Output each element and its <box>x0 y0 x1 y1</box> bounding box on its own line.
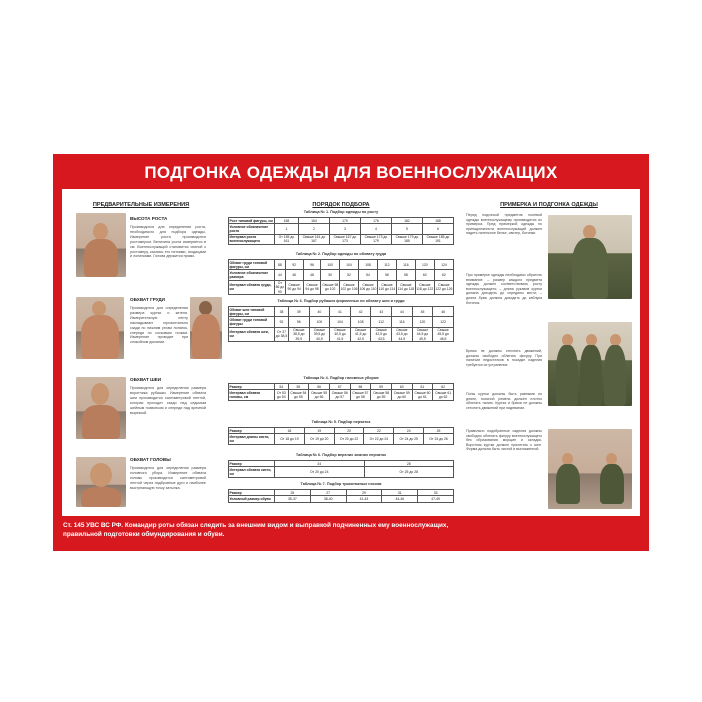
table-cell: 55 <box>288 384 309 390</box>
table-cell: 41 <box>330 307 351 317</box>
table-cell: 38-40 <box>310 496 346 502</box>
table-cell: Свыше 59 до 60 <box>391 390 412 400</box>
table-cell: Свыше 106 до 110 <box>359 280 378 294</box>
table-cell: 61 <box>412 384 433 390</box>
table-cell: 45 <box>412 307 433 317</box>
table-cell: 182 <box>391 218 422 224</box>
table-cell: 1 <box>275 224 299 234</box>
table-cell: 44 <box>275 270 286 280</box>
table-cell: 88 <box>275 260 286 270</box>
table-cell: 116 <box>396 260 415 270</box>
table-cell: От 20 до 24 <box>275 467 365 477</box>
table-cell: Свыше 167 до 173 <box>329 234 360 244</box>
head-photo <box>76 457 126 507</box>
table-cell: 20 <box>334 428 364 434</box>
height-text: Производится для определения роста, необходимого для подбора одежды. Измерение роста производится ростомером. Величина роста измеряется в см. Военнослужащий становится спиной к ростомеру, касаясь его пятками, ягодицами и лопатками. Голова держится прямо. <box>130 225 206 259</box>
table-row-label: Условное обозначение роста <box>229 224 275 234</box>
table-cell: 43 <box>371 307 392 317</box>
footer <box>63 522 643 539</box>
table-cell: Свыше 39,5 до 40,5 <box>309 327 330 341</box>
uniform-squat-photo <box>548 429 632 509</box>
table-cell: 96 <box>303 260 321 270</box>
table-cell: 176 <box>360 218 391 224</box>
table-cell: 40 <box>309 307 330 317</box>
table-cell: 3 <box>329 224 360 234</box>
table-cell: 188 <box>422 218 453 224</box>
table-cell: От 20 до 22 <box>334 434 364 444</box>
table-cell: От 22 до 24 <box>364 434 394 444</box>
table-cell: 104 <box>339 260 358 270</box>
table-cell: От 19 до 20 <box>304 434 334 444</box>
table-6-caption: Таблица № 6. Подбор верхних зимних перчаток <box>295 453 387 457</box>
table-cell: Свыше 173 до 179 <box>360 234 391 244</box>
table-cell: 19 <box>304 428 334 434</box>
table-cell: 58 <box>396 270 415 280</box>
table-cell: Свыше 45,5 до 46,5 <box>433 327 454 341</box>
middle-column-title: ПОРЯДОК ПОДБОРА <box>312 202 370 208</box>
table-row <box>229 260 454 270</box>
neck-heading: ОБХВАТ ШЕИ <box>130 377 162 382</box>
table-row-label: Обхват груди типовой фигуры, см <box>229 260 275 270</box>
table-cell: 44-46 <box>382 496 418 502</box>
table-cell: Свыше 161 до 167 <box>298 234 329 244</box>
table-cell: 120 <box>415 260 434 270</box>
table-cell: Свыше 60 до 61 <box>412 390 433 400</box>
table-row <box>229 234 454 244</box>
table-cell: 59 <box>371 384 392 390</box>
table-row-label: Интервал длины кисти, см <box>229 434 275 444</box>
chest-front-photo <box>76 297 124 359</box>
table-row-label: Интервал роста военнослужащего <box>229 234 275 244</box>
table-cell: Свыше 57 до 58 <box>350 390 371 400</box>
table-cell: Свыше 40,5 до 41,5 <box>330 327 351 341</box>
table-cell: Свыше 41,5 до 42,5 <box>350 327 371 341</box>
table-cell: 120 <box>412 317 433 327</box>
table-cell: 47-49 <box>418 496 454 502</box>
table-5 <box>228 427 454 445</box>
table-cell: 62 <box>434 270 453 280</box>
poster-title: ПОДГОНКА ОДЕЖДЫ ДЛЯ ВОЕННОСЛУЖАЩИХ <box>144 163 558 182</box>
table-cell: От 24 до 26 <box>424 434 454 444</box>
table-6 <box>228 460 454 478</box>
table-cell: 112 <box>371 317 392 327</box>
table-cell: От 24 до 25 <box>394 434 424 444</box>
table-cell: 100 <box>309 317 330 327</box>
table-3-caption: Таблица № 3. Подбор рубашек форменных по обхвату шеи и груди <box>277 299 405 303</box>
table-row <box>229 467 454 477</box>
table-cell: 57 <box>329 384 350 390</box>
table-cell: 56 <box>378 270 397 280</box>
table-row-label: Размер <box>229 461 275 467</box>
chest-back-photo <box>190 297 222 359</box>
table-cell: 6 <box>422 224 453 234</box>
fitting-text-3: Брюки не должны стеснять движений, должны свободно облегать фигуру. При наличии недостатков в посадке изделия требуется их устранение. <box>466 349 542 367</box>
table-cell: 18 <box>275 428 305 434</box>
table-cell: 35-37 <box>275 496 311 502</box>
table-cell: 60 <box>415 270 434 280</box>
table-cell: 27 <box>310 490 346 496</box>
head-heading: ОБХВАТ ГОЛОВЫ <box>130 457 171 462</box>
table-cell: 42 <box>350 307 371 317</box>
table-cell: Свыше 58 до 59 <box>371 390 392 400</box>
table-row <box>229 434 454 444</box>
table-cell: 25 <box>275 490 311 496</box>
table-5-caption: Таблица № 5. Подбор перчаток <box>311 420 371 424</box>
table-cell: Свыше 42,5 до 43,5 <box>371 327 392 341</box>
table-cell: 116 <box>392 317 413 327</box>
neck-text: Производится для определения размера воротника рубашки. Измерение обхвата шеи производится сантиметровой лентой, которая проходит сзади над седьмым шейным позвонком и спереди над яремной вырезкой. <box>130 386 206 415</box>
table-cell: 108 <box>350 317 371 327</box>
table-2 <box>228 259 454 295</box>
table-cell: 54 <box>275 384 289 390</box>
table-4 <box>228 383 454 401</box>
table-cell: Свыше 54 до 55 <box>288 390 309 400</box>
table-row <box>229 224 454 234</box>
table-cell: 54 <box>359 270 378 280</box>
table-row-label: Условный размер обуви <box>229 496 275 502</box>
table-cell: Свыше 61 до 62 <box>433 390 454 400</box>
table-2-caption: Таблица № 2. Подбор одежды по обхвату груди <box>295 252 387 256</box>
table-cell: 124 <box>434 260 453 270</box>
table-row <box>229 496 454 502</box>
table-row-label: Размер <box>229 428 275 434</box>
table-row <box>229 307 454 317</box>
table-cell: Свыше 122 до 126 <box>434 280 453 294</box>
table-cell: Свыше 110 до 114 <box>378 280 397 294</box>
height-heading: ВЫСОТА РОСТА <box>130 216 168 221</box>
table-cell: 56 <box>309 384 330 390</box>
table-cell: 50 <box>321 270 339 280</box>
table-row <box>229 270 454 280</box>
table-cell: 48 <box>303 270 321 280</box>
table-cell: 108 <box>359 260 378 270</box>
table-row-label: Интервал обхвата груди, см <box>229 280 275 294</box>
table-cell: 5 <box>391 224 422 234</box>
table-cell: 46 <box>433 307 454 317</box>
chest-text: Производится для определения размера куртки и кителя. Измерительную ленту накладывают горизонтально сзади по нижним углам лопаток, спереди по сосковым точкам. Измерение проводят при спокойном дыхании. <box>130 306 188 345</box>
table-cell: 112 <box>378 260 397 270</box>
table-cell: 92 <box>275 317 289 327</box>
table-cell: От 53 до 54 <box>275 390 289 400</box>
head-text: Производится для определения размера головного убора. Измерение обхвата головы производится сантиметровой лентой через надбровные дуги и наиболее выступающую точку затылка. <box>130 466 206 490</box>
table-cell: 38 <box>275 307 289 317</box>
neck-photo <box>76 377 126 439</box>
table-cell: От 155 до 161 <box>275 234 299 244</box>
table-cell: Свыше 98 до 102 <box>321 280 339 294</box>
table-cell: Свыше 114 до 118 <box>396 280 415 294</box>
table-1-caption: Таблица № 1. Подбор одежды по росту <box>303 210 379 214</box>
table-row-label: Интервал обхвата головы, см <box>229 390 275 400</box>
table-cell: От 25 до 28 <box>364 467 454 477</box>
poster <box>53 154 649 551</box>
table-cell: 100 <box>321 260 339 270</box>
table-cell: 104 <box>330 317 351 327</box>
table-7-caption: Таблица № 7. Подбор трикотажных носков <box>300 482 382 486</box>
table-cell: 52 <box>339 270 358 280</box>
table-row <box>229 327 454 341</box>
table-cell: 164 <box>298 218 329 224</box>
table-cell: Свыше 118 до 122 <box>415 280 434 294</box>
table-cell: Свыше 43,5 до 44,5 <box>392 327 413 341</box>
table-cell: Свыше 90 до 94 <box>285 280 303 294</box>
table-cell: 170 <box>329 218 360 224</box>
table-cell: 4 <box>360 224 391 234</box>
table-cell: 25 <box>424 428 454 434</box>
uniform-front-photo <box>548 215 632 299</box>
table-cell: 2 <box>298 224 329 234</box>
table-row <box>229 280 454 294</box>
table-row-label: Обхват груди типовой фигуры <box>229 317 275 327</box>
table-cell: 158 <box>275 218 299 224</box>
table-cell: От 37 до 38,5 <box>275 327 289 341</box>
left-column-title: ПРЕДВАРИТЕЛЬНЫЕ ИЗМЕРЕНИЯ <box>92 202 190 208</box>
table-row <box>229 390 454 400</box>
table-3 <box>228 306 454 342</box>
table-cell: Свыше 102 до 106 <box>339 280 358 294</box>
table-cell: 44 <box>392 307 413 317</box>
table-cell: 62 <box>433 384 454 390</box>
table-cell: 39 <box>289 307 310 317</box>
footer-line-2: правильной подготовки обмундирования и обуви. <box>63 530 225 538</box>
footer-line-1: Ст. 145 УВС ВС РФ. Командир роты обязан следить за внешним видом и выправкой подчиненных ему военнослужащих, <box>63 522 449 529</box>
table-cell: 58 <box>350 384 371 390</box>
table-row-label: Условное обозначение размера <box>229 270 275 280</box>
table-row-label: Интервал обхвата кисти, см <box>229 467 275 477</box>
fitting-text-4: Полы куртки должны быть равными по длине, поясной ремень должен плотно облегать талию. Куртка и брюки не должны стеснять движений при надевании. <box>466 392 542 410</box>
table-cell: 122 <box>433 317 454 327</box>
fitting-text-1: Перед подгонкой предметов полевой одежды военнослужащему производится их примерка. Пред примеркой одежды по принадлежности военнослужащий должен надеть нательное белье, свитер, ботинки. <box>466 213 542 236</box>
table-4-caption: Таблица № 4. Подбор головных уборов <box>303 376 379 380</box>
table-cell: 60 <box>391 384 412 390</box>
table-cell: От 18 до 19 <box>275 434 305 444</box>
table-row-label: Обхват шеи типовой фигуры, см <box>229 307 275 317</box>
table-cell: 22 <box>364 428 394 434</box>
table-cell: 92 <box>285 260 303 270</box>
uniform-side-photo <box>548 322 632 406</box>
table-cell: 41-43 <box>346 496 382 502</box>
table-row-label: Размер <box>229 384 275 390</box>
table-cell: 24 <box>275 461 365 467</box>
table-row-label: Рост типовой фигуры, см <box>229 218 273 223</box>
chest-heading: ОБХВАТ ГРУДИ <box>130 297 165 302</box>
fitting-text-5: Правильно подобранные изделия должны свободно облегать фигуру военнослужащего без образования морщин и складок. Воротник куртки должен прилегать к шее. Форма должна быть чистой и выглаженной. <box>466 429 542 452</box>
table-cell: 46 <box>285 270 303 280</box>
table-row <box>229 317 454 327</box>
table-cell: Свыше 44,5 до 45,5 <box>412 327 433 341</box>
table-cell: От 86 до 90 <box>275 281 285 294</box>
fitting-text-2: При примерке одежды необходимо обратить внимание: – размер каждого предмета одежды должен соответствовать росту военнослужащего; – длина рукавов куртки должна доходить до середины кисти; – длина брюк должна доходить до каблука ботинок. <box>466 273 542 305</box>
table-cell: 28 <box>364 461 454 467</box>
table-cell: 96 <box>289 317 310 327</box>
table-7 <box>228 489 454 503</box>
table-cell: Свыше 55 до 56 <box>309 390 330 400</box>
table-1 <box>228 217 454 245</box>
table-cell: 29 <box>346 490 382 496</box>
table-cell: Свыше 56 до 57 <box>329 390 350 400</box>
table-cell: Свыше 38,5 до 39,5 <box>289 327 310 341</box>
content-panel <box>62 189 640 516</box>
table-cell: Свыше 179 до 185 <box>391 234 422 244</box>
table-cell: Свыше 94 до 98 <box>303 280 321 294</box>
table-cell: Свыше 185 до 191 <box>422 234 453 244</box>
height-photo <box>76 213 126 277</box>
table-cell: 24 <box>394 428 424 434</box>
table-cell: 33 <box>418 490 454 496</box>
table-row-label: Размер <box>229 490 275 496</box>
right-column-title: ПРИМЕРКА И ПОДГОНКА ОДЕЖДЫ <box>500 202 598 208</box>
table-row-label: Интервал обхвата шеи, см <box>229 327 275 341</box>
table-cell: 31 <box>382 490 418 496</box>
